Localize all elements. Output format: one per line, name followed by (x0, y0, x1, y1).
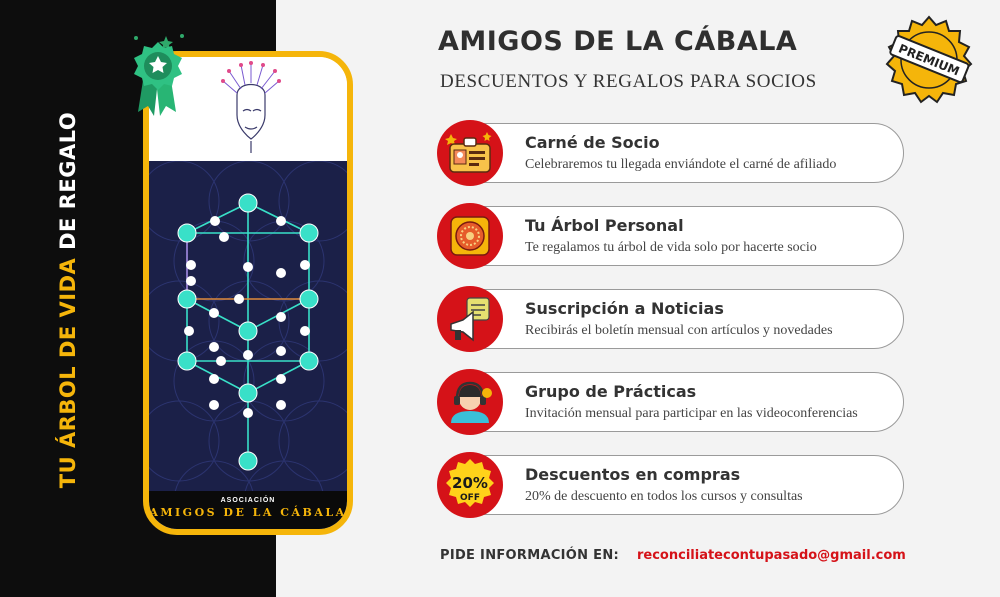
benefit-desc: Te regalamos tu árbol de vida solo por hacerte socio (525, 240, 817, 255)
id-card-icon (437, 120, 503, 186)
contact-email-link[interactable]: reconciliatecontupasado@gmail.com (637, 548, 906, 563)
benefit-title: Descuentos en compras (525, 465, 741, 484)
award-ribbon-icon (122, 28, 192, 118)
tree-of-life-panel (149, 161, 347, 497)
page-subtitle: DESCUENTOS Y REGALOS PARA SOCIOS (440, 71, 817, 92)
phone-footer-top: ASOCIACIÓN (220, 497, 276, 504)
discount-percent: 20% (452, 474, 488, 492)
benefit-card-descuentos (438, 455, 904, 515)
phone-footer-bottom: AMIGOS DE LA CÁBALA (149, 506, 347, 519)
headset-icon (437, 369, 503, 435)
benefit-desc: Celebraremos tu llegada enviándote el carné de afiliado (525, 157, 837, 172)
benefit-title: Grupo de Prácticas (525, 382, 697, 401)
premium-badge (882, 13, 976, 107)
benefit-card-carne (438, 123, 904, 183)
contact-label: PIDE INFORMACIÓN EN: (440, 548, 620, 563)
discount-off: OFF (460, 493, 480, 503)
vertical-title-part1: TU ÁRBOL DE VIDA (56, 257, 80, 489)
benefit-desc: 20% de descuento en todos los cursos y consultas (525, 489, 803, 504)
discount-badge-icon (437, 452, 503, 518)
phone-mockup (143, 51, 353, 535)
benefit-title: Tu Árbol Personal (525, 216, 684, 235)
benefit-card-arbol (438, 206, 904, 266)
benefit-title: Carné de Socio (525, 133, 660, 152)
benefit-card-noticias (438, 289, 904, 349)
page-title: AMIGOS DE LA CÁBALA (438, 26, 798, 57)
vertical-title-part2: DE REGALO (56, 111, 80, 250)
premium-label: PREMIUM (896, 41, 962, 79)
vertical-title (56, 112, 80, 488)
benefit-desc: Recibirás el boletín mensual con artículos y novedades (525, 323, 833, 338)
benefit-title: Suscripción a Noticias (525, 299, 724, 318)
megaphone-icon (437, 286, 503, 352)
tree-of-life-diagram (149, 161, 347, 497)
phone-footer (149, 491, 347, 529)
benefit-card-practicas (438, 372, 904, 432)
mandala-icon (437, 203, 503, 269)
benefit-desc: Invitación mensual para participar en las videoconferencias (525, 406, 858, 421)
